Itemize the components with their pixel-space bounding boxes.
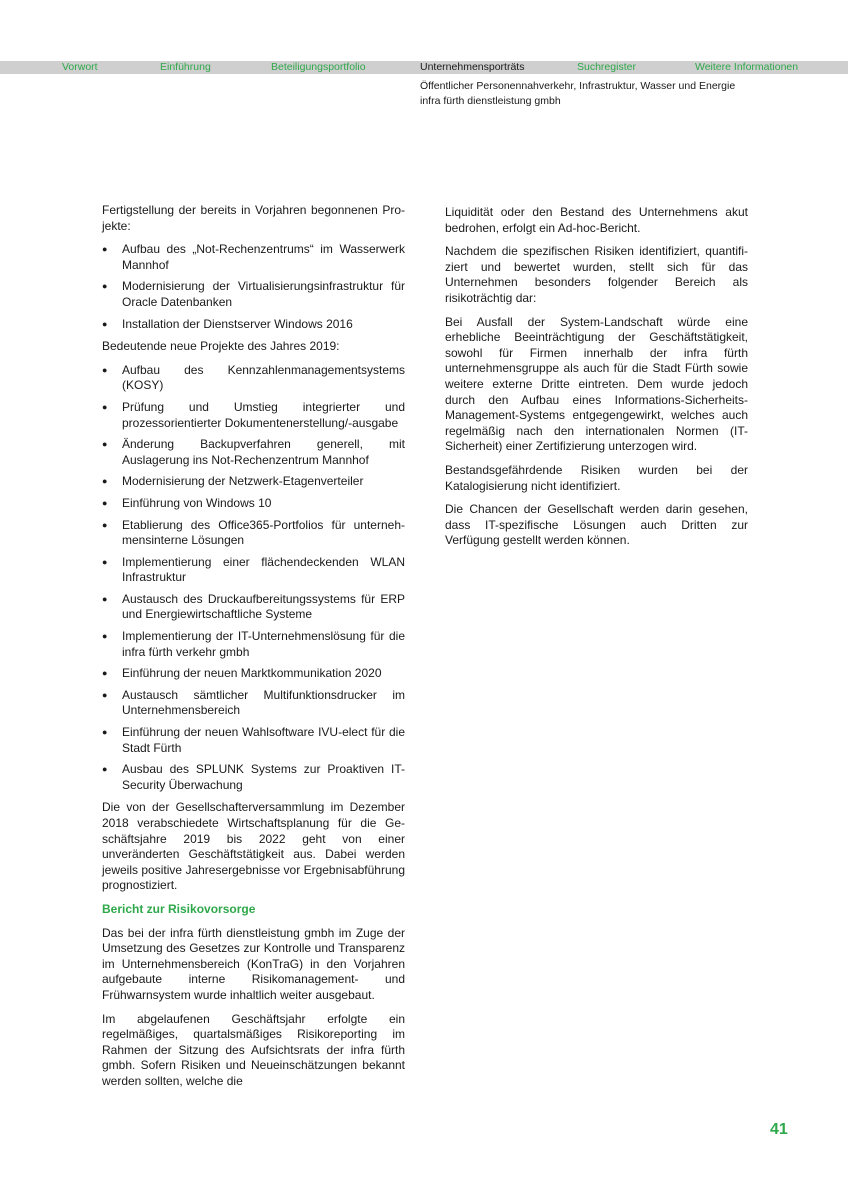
list-item: ● Aufbau des „Not-Rechenzentrums“ im Wasserwerk Mannhof bbox=[102, 242, 405, 273]
list-item: ● Einführung der neuen Wahlsoftware IVU-elect für die Stadt Fürth bbox=[102, 725, 405, 756]
list-item: ● Aufbau des Kennzahlenmanagementsystems (KOSY) bbox=[102, 363, 405, 394]
new-projects-list bbox=[102, 363, 405, 794]
list-item: ● Prüfung und Umstieg integrierter und prozessorientierter Dokumentenerstellung/-ausgabe bbox=[102, 400, 405, 431]
risk-paragraph-1: Das bei der infra fürth dienstleistung gmbh im Zuge der Umsetzung des Gesetzes zur Kontrolle und Transparenz im Unternehmensbereich (KonTraG) in den Vorjahren aufgebaute interne Risikomanagement- und Frühwarnsystem wurde inhaltlich weiter ausgebaut. bbox=[102, 925, 405, 1002]
top-navigation-bar bbox=[0, 61, 848, 74]
opportunities-paragraph: Die Chancen der Gesellschaft werden darin gesehen, dass IT-spezifische Lösungen auch Dritten zur Verfügung gestellt werden können. bbox=[445, 502, 748, 548]
section-category: Öffentlicher Personennahverkehr, Infrastruktur, Wasser und Energie bbox=[420, 80, 736, 92]
risk-identification-paragraph: Nachdem die spezifischen Risiken identifiziert, quantifiziert und bewertet wurden, stellt sich für das Unternehmen besonders folgender Bereich als risikoträchtig dar: bbox=[445, 244, 748, 305]
company-name: infra fürth dienstleistung gmbh bbox=[420, 95, 561, 107]
list-item: ● Etablierung des Office365-Portfolios für unternehmensinterne Lösungen bbox=[102, 518, 405, 549]
list-item: ● Austausch sämtlicher Multifunktionsdrucker im Unternehmensbereich bbox=[102, 688, 405, 719]
nav-link-weitere-informationen[interactable]: Weitere Informationen bbox=[695, 61, 799, 73]
list-item: ● Einführung von Windows 10 bbox=[102, 496, 405, 512]
list-item: ● Installation der Dienstserver Windows 2016 bbox=[102, 317, 405, 333]
adhoc-paragraph: Liquidität oder den Bestand des Unternehmens akut bedrohen, erfolgt ein Ad-hoc-Bericht. bbox=[445, 205, 748, 235]
left-column bbox=[102, 203, 405, 1098]
risk-paragraph-2: Im abgelaufenen Geschäftsjahr erfolgte ein regelmäßiges, quartalsmäßiges Risikoreporting im Rahmen der Sitzung des Aufsichtsrats der infra fürth gmbh. Sofern Risiken und Neueinschätzungen bekannt werden sollten, welche die bbox=[102, 1011, 405, 1088]
nav-link-beteiligungsportfolio[interactable]: Beteiligungsportfolio bbox=[271, 61, 366, 73]
list-item: ● Ausbau des SPLUNK Systems zur Proaktiven IT-Security Überwachung bbox=[102, 762, 405, 793]
system-failure-paragraph: Bei Ausfall der System-Landschaft würde eine erhebliche Beeinträchtigung der Geschäftstätigkeit, sowohl für Firmen innerhalb der infra fürth unternehmensgruppe als auch für die Stadt Fürth sowie weitere externe Dritte eintreten. Dem wurde jedoch durch den Aufbau eines Informations-Sicherheits-Management-Systems entgegengewirkt, welches auch regelmäßig nach den internationalen Normen (IT-Sicherheit) einer Zertifizierung unterzogen wird. bbox=[445, 314, 748, 454]
page-number: 41 bbox=[770, 1121, 788, 1138]
existential-risk-paragraph: Bestandsgefährdende Risiken wurden bei der Katalogisierung nicht identifiziert. bbox=[445, 462, 748, 493]
completed-projects-intro: Fertigstellung der bereits in Vorjahren begonnenen Projekte: bbox=[102, 203, 405, 233]
list-item: ● Austausch des Druckaufbereitungssystems für ERP und Energiewirtschaftliche Systeme bbox=[102, 592, 405, 623]
list-item: ● Implementierung einer flächendeckenden WLAN Infrastruktur bbox=[102, 555, 405, 586]
nav-link-suchregister[interactable]: Suchregister bbox=[577, 61, 636, 73]
completed-projects-list bbox=[102, 242, 405, 332]
right-column bbox=[445, 205, 748, 557]
list-item: ● Implementierung der IT-Unternehmenslösung für die infra fürth verkehr gmbh bbox=[102, 629, 405, 660]
planning-paragraph: Die von der Gesellschafterversammlung im Dezember 2018 verabschiedete Wirtschaftsplanung für die Geschäftsjahre 2019 bis 2022 geht von einer unveränderten Geschäftstätigkeit aus. Dabei werden jeweils positive Jahresergebnisse vor Ergebnisabführung prognostiziert. bbox=[102, 800, 405, 893]
risk-section-heading: Bericht zur Risikovorsorge bbox=[102, 901, 256, 916]
new-projects-intro: Bedeutende neue Projekte des Jahres 2019: bbox=[102, 339, 340, 354]
list-item: ● Einführung der neuen Marktkommunikation 2020 bbox=[102, 666, 405, 682]
list-item: ● Modernisierung der Virtualisierungsinfrastruktur für Oracle Datenbanken bbox=[102, 279, 405, 310]
nav-link-einfuehrung[interactable]: Einführung bbox=[160, 61, 211, 73]
nav-link-unternehmensportraets[interactable]: Unternehmensporträts bbox=[420, 61, 525, 73]
list-item: ● Modernisierung der Netzwerk-Etagenverteiler bbox=[102, 474, 405, 490]
nav-link-vorwort[interactable]: Vorwort bbox=[62, 61, 98, 73]
list-item: ● Änderung Backupverfahren generell, mit Auslagerung ins Not-Rechenzentrum Mannhof bbox=[102, 437, 405, 468]
